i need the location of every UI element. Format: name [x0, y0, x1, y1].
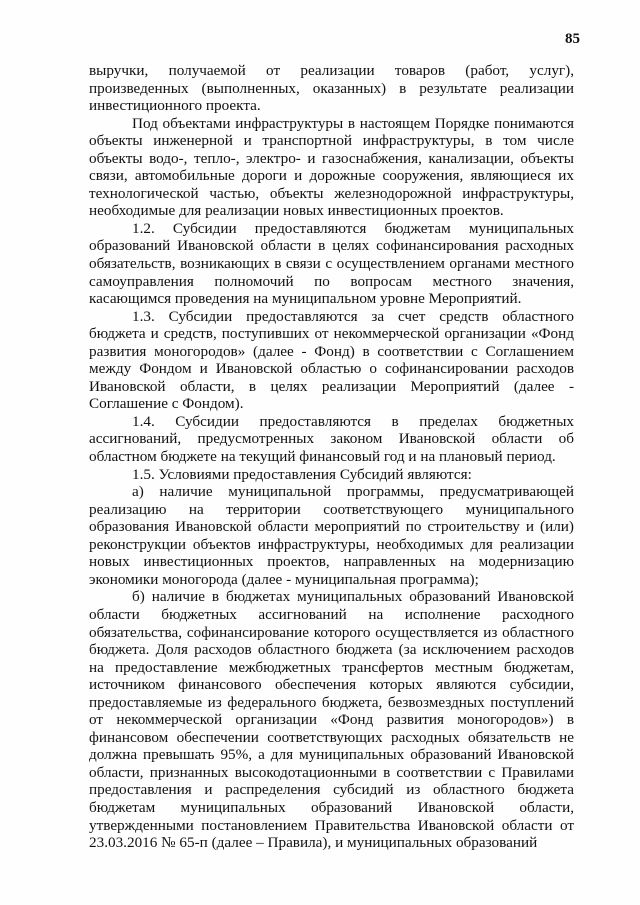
- paragraph-1-4: 1.4. Субсидии предоставляются в пределах бюджетных ассигнований, предусмотренных законом Ивановской области об областном бюджете на текущий финансовый год и на плановый период.: [89, 412, 574, 466]
- paragraph-1-2: 1.2. Субсидии предоставляются бюджетам муниципальных образований Ивановской области в целях софинансирования расходных обязательств, возникающих в связи с осуществлением органами местного самоуправления полномочий по вопросам местного значения, касающимся проведения на муниципальном уровне Мероприятий.: [89, 219, 574, 308]
- paragraph-condition-a: а) наличие муниципальной программы, предусматривающей реализацию на территории соответствующего муниципального образования Ивановской области мероприятий по строительству и (или) реконструкции объектов инфраструктуры, необходимых для реализации новых инвестиционных проектов, направленных на модернизацию экономики моногорода (далее - муниципальная программа);: [89, 483, 574, 588]
- paragraph-1-3: 1.3. Субсидии предоставляются за счет средств областного бюджета и средств, поступивших от некоммерческой организации «Фонд развития моногородов» (далее - Фонд) в соответствии с Соглашением между Фондом и Ивановской областью о софинансировании расходов Ивановской области, в целях реализации Мероприятий (далее - Соглашение с Фондом).: [89, 307, 574, 413]
- page-number: 85: [565, 31, 580, 47]
- paragraph-infrastructure-definition: Под объектами инфраструктуры в настоящем Порядке понимаются объекты инженерной и транспортной инфраструктуры, в том числе объекты водо-, тепло-, электро- и газоснабжения, канализации, объекты связи, автомобильные дороги и дорожные сооружения, являющиеся их технологической частью, объекты железнодорожной инфраструктуры, необходимые для реализации новых инвестиционных проектов.: [89, 114, 574, 220]
- document-body: [89, 62, 574, 852]
- paragraph-continuation: выручки, получаемой от реализации товаров (работ, услуг), произведенных (выполненных, оказанных) в результате реализации инвестиционного проекта.: [89, 62, 574, 115]
- paragraph-condition-b: б) наличие в бюджетах муниципальных образований Ивановской области бюджетных ассигнований на исполнение расходного обязательства, софинансирование которого осуществляется из областного бюджета. Доля расходов областного бюджета (за исключением расходов на предоставление межбюджетных трансфертов местным бюджетам, источником финансового обеспечения которых являются субсидии, предоставляемые из федерального бюджета, безвозмездных поступлений от некоммерческой организации «Фонд развития моногородов») в финансовом обеспечении соответствующих расходных обязательств не должна превышать 95%, а для муниципальных образований Ивановской области, признанных высокодотационными в соответствии с Правилами предоставления и распределения субсидий из областного бюджета бюджетам муниципальных образований Ивановской области, утвержденными постановлением Правительства Ивановской области от 23.03.2016 № 65-п (далее – Правила), и муниципальных образований: [89, 588, 574, 852]
- paragraph-1-5: 1.5. Условиями предоставления Субсидий являются:: [132, 465, 472, 483]
